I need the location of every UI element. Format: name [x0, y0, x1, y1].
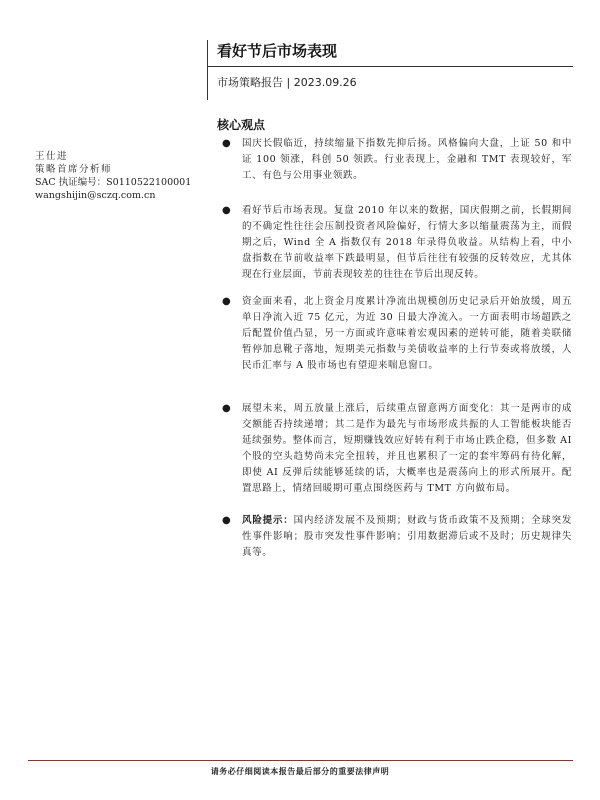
author-role: 策略首席分析师 — [35, 164, 113, 175]
bullet-icon: ● — [222, 403, 232, 414]
key-point — [222, 294, 572, 374]
author-license: SAC 执证编号：S0110522100001 — [35, 177, 192, 188]
key-point — [222, 401, 572, 497]
report-subtitle: 市场策略报告 | 2023.09.26 — [217, 76, 357, 89]
author-name: 王仕进 — [35, 151, 69, 162]
header-rule — [207, 66, 573, 67]
bullet-icon: ● — [222, 296, 232, 307]
risk-text: 国内经济发展不及预期；财政与货币政策不及预期；全球突发性事件影响；股市突发性事件影响；引用数据滞后或不及时；历史规律失真等。 — [242, 515, 572, 558]
bullet-icon: ● — [222, 515, 232, 526]
author-info — [35, 150, 191, 202]
key-point-text: 展望未来，周五放量上涨后，后续重点留意两方面变化：其一是两市的成交额能否持续递增；其二是作为最先与市场形成共振的人工智能板块能否延续强势。整体而言，短期赚钱效应好转有利于市场止跌企稳，但多数 AI 个股的空头趋势尚未完全扭转，并且也累积了一定的套牢筹码有待化解，即使 AI 反弹后续能够延续的话，大概率也是震荡向上的形式所展开。配置思路上，情绪回暖期可重点围绕医药与 TMT 方向做布局。 — [242, 403, 572, 494]
report-title: 看好节后市场表现 — [217, 42, 338, 60]
footer-rule — [28, 760, 573, 761]
author-email: wangshijin@sczq.com.cn — [35, 190, 156, 201]
legal-notice: 请务必仔细阅读本报告最后部分的重要法律声明 — [210, 766, 390, 776]
key-point-text: 国庆长假临近，持续缩量下指数先抑后扬。风格偏向大盘，上证 50 和中证 100 领涨，科创 50 领跌。行业表现上，金融和 TMT 表现较好，军工、有色与公用事业领跌。 — [242, 138, 572, 181]
header-vertical-rule — [207, 40, 208, 100]
key-point — [222, 203, 572, 283]
section-title: 核心观点 — [217, 118, 266, 132]
key-point-text: 资金面来看，北上资金月度累计净流出规模创历史记录后开始放缓，周五单日净流入近 75 亿元，为近 30 日最大净流入。一方面表明市场超跌之后配置价值凸显，另一方面或许意味着宏观因素的逆转可能，随着美联储暂停加息靴子落地，短期美元指数与美债收益率的上行节奏或将放缓，人民币汇率与 A 股市场也有望迎来喘息窗口。 — [242, 296, 572, 371]
key-point — [222, 136, 572, 184]
risk-label: 风险提示： — [242, 515, 294, 526]
key-point-text: 看好节后市场表现。复盘 2010 年以来的数据，国庆假期之前，长假期间的不确定性往往会压制投资者风险偏好，行情大多以缩量震荡为主，而假期之后，Wind 全 A 指数仅有 2018 年录得负收益。从结构上看，中小盘指数在节前收益率下跌最明显，但节后往往有较强的反转效应，尤其体现在行业层面，节前表现较差的往往在节后出现反转。 — [242, 205, 572, 280]
bullet-icon: ● — [222, 138, 232, 149]
bullet-icon: ● — [222, 205, 232, 216]
risk-warning — [222, 513, 572, 561]
